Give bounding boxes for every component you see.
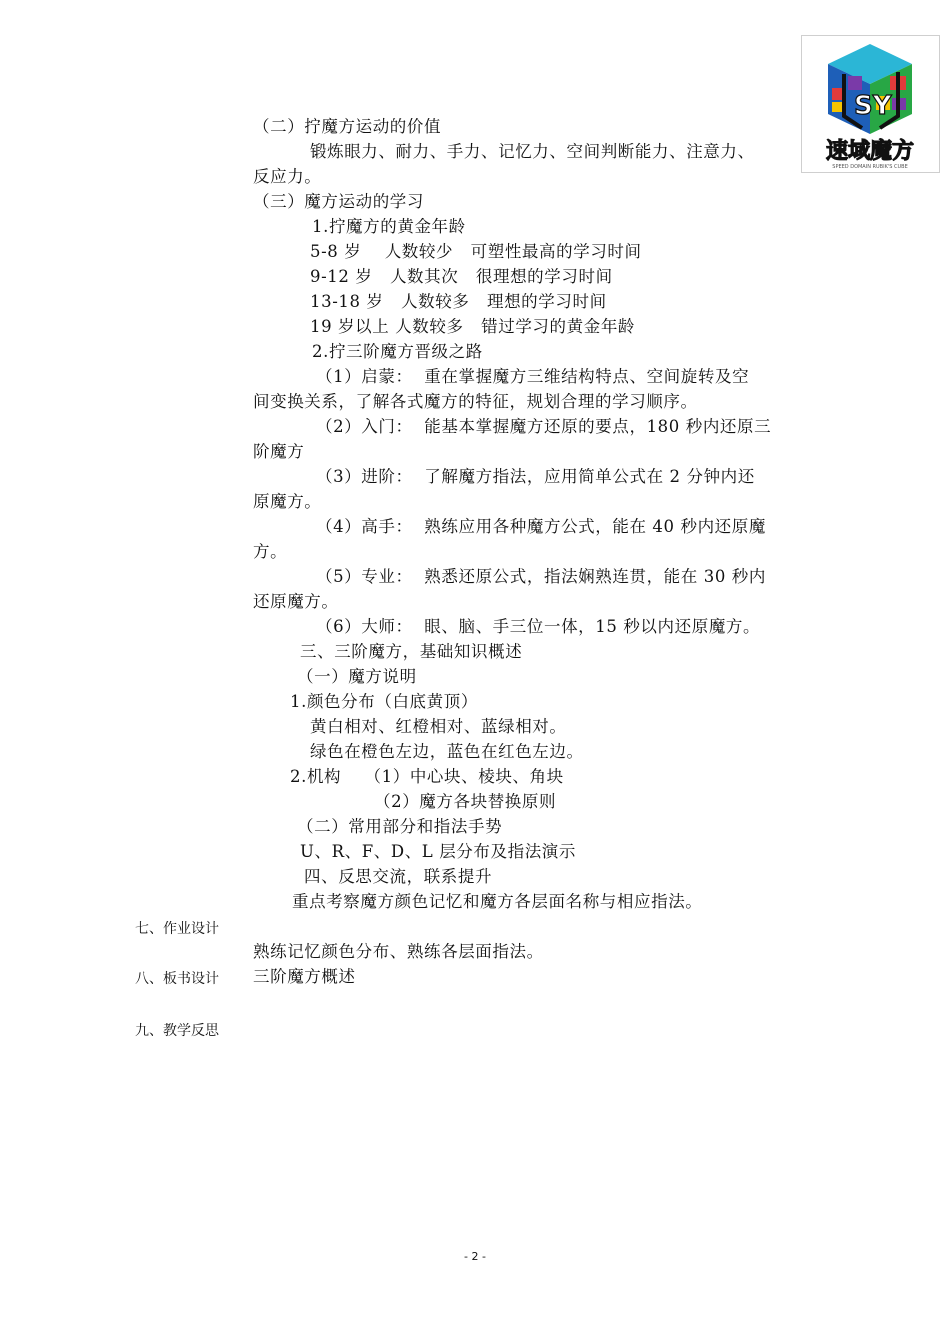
homework-text: 熟练记忆颜色分布、熟练各层面指法。 [253, 942, 544, 961]
heading-learning: （三）魔方运动的学习 [253, 192, 424, 211]
subheading-colors: 1.颜色分布（白底黄顶） [290, 692, 478, 711]
level-item: （4）高手： 熟练应用各种魔方公式，能在 40 秒内还原魔 [316, 517, 766, 536]
heading-cube-notes: （一）魔方说明 [297, 667, 417, 686]
body-line: U、R、F、D、L 层分布及指法演示 [300, 842, 577, 861]
level-item: （6）大师： 眼、脑、手三位一体，15 秒以内还原魔方。 [316, 617, 761, 636]
age-row: 19 岁以上 人数较多 错过学习的黄金年龄 [310, 317, 636, 336]
level-item: （5）专业： 熟悉还原公式，指法娴熟连贯，能在 30 秒内 [316, 567, 766, 586]
body-line: 反应力。 [253, 167, 322, 186]
section-board: 八、板书设计 [135, 971, 219, 987]
section-reflection: 九、教学反思 [135, 1023, 219, 1039]
level-item-cont: 间变换关系，了解各式魔方的特征，规划合理的学习顺序。 [253, 392, 698, 411]
level-item-cont: 阶魔方 [253, 442, 305, 461]
body-line: 绿色在橙色左边，蓝色在红色左边。 [310, 742, 584, 761]
subheading-golden-age: 1.拧魔方的黄金年龄 [312, 217, 466, 236]
body-line: 锻炼眼力、耐力、手力、记忆力、空间判断能力、注意力、 [310, 142, 755, 161]
svg-text:SY: SY [854, 91, 892, 121]
level-item: （3）进阶： 了解魔方指法，应用简单公式在 2 分钟内还 [316, 467, 755, 486]
level-item-cont: 还原魔方。 [253, 592, 339, 611]
level-item: （1）启蒙： 重在掌握魔方三维结构特点、空间旋转及空 [316, 367, 750, 386]
level-item: （2）入门： 能基本掌握魔方还原的要点，180 秒内还原三 [316, 417, 772, 436]
subheading-mechanism: 2.机构 （1）中心块、棱块、角块 [290, 767, 564, 786]
level-item-cont: 原魔方。 [253, 492, 322, 511]
level-item-cont: 方。 [253, 542, 288, 561]
board-text: 三阶魔方概述 [253, 967, 356, 986]
heading-basics: 三、三阶魔方，基础知识概述 [300, 642, 523, 661]
body-line: 黄白相对、红橙相对、蓝绿相对。 [310, 717, 567, 736]
body-line: （2）魔方各块替换原则 [374, 792, 557, 811]
logo-wordmark: 速域魔方 [825, 139, 915, 164]
body-line: 重点考察魔方颜色记忆和魔方各层面名称与相应指法。 [292, 892, 703, 911]
age-row: 13-18 岁 人数较多 理想的学习时间 [310, 292, 607, 311]
speed-domain-logo [801, 35, 940, 173]
subheading-level-path: 2.拧三阶魔方晋级之路 [312, 342, 483, 361]
cube-icon [828, 44, 912, 134]
heading-value: （二）拧魔方运动的价值 [253, 117, 442, 136]
logo-subtext: SPEED DOMAIN RUBIK'S CUBE [832, 164, 908, 170]
heading-fingering: （二）常用部分和指法手势 [297, 817, 503, 836]
age-row: 9-12 岁 人数其次 很理想的学习时间 [310, 267, 613, 286]
page-number: - 2 - [464, 1250, 486, 1263]
heading-reflection: 四、反思交流，联系提升 [304, 867, 493, 886]
section-homework: 七、作业设计 [135, 921, 219, 937]
age-row: 5-8 岁 人数较少 可塑性最高的学习时间 [310, 242, 642, 261]
